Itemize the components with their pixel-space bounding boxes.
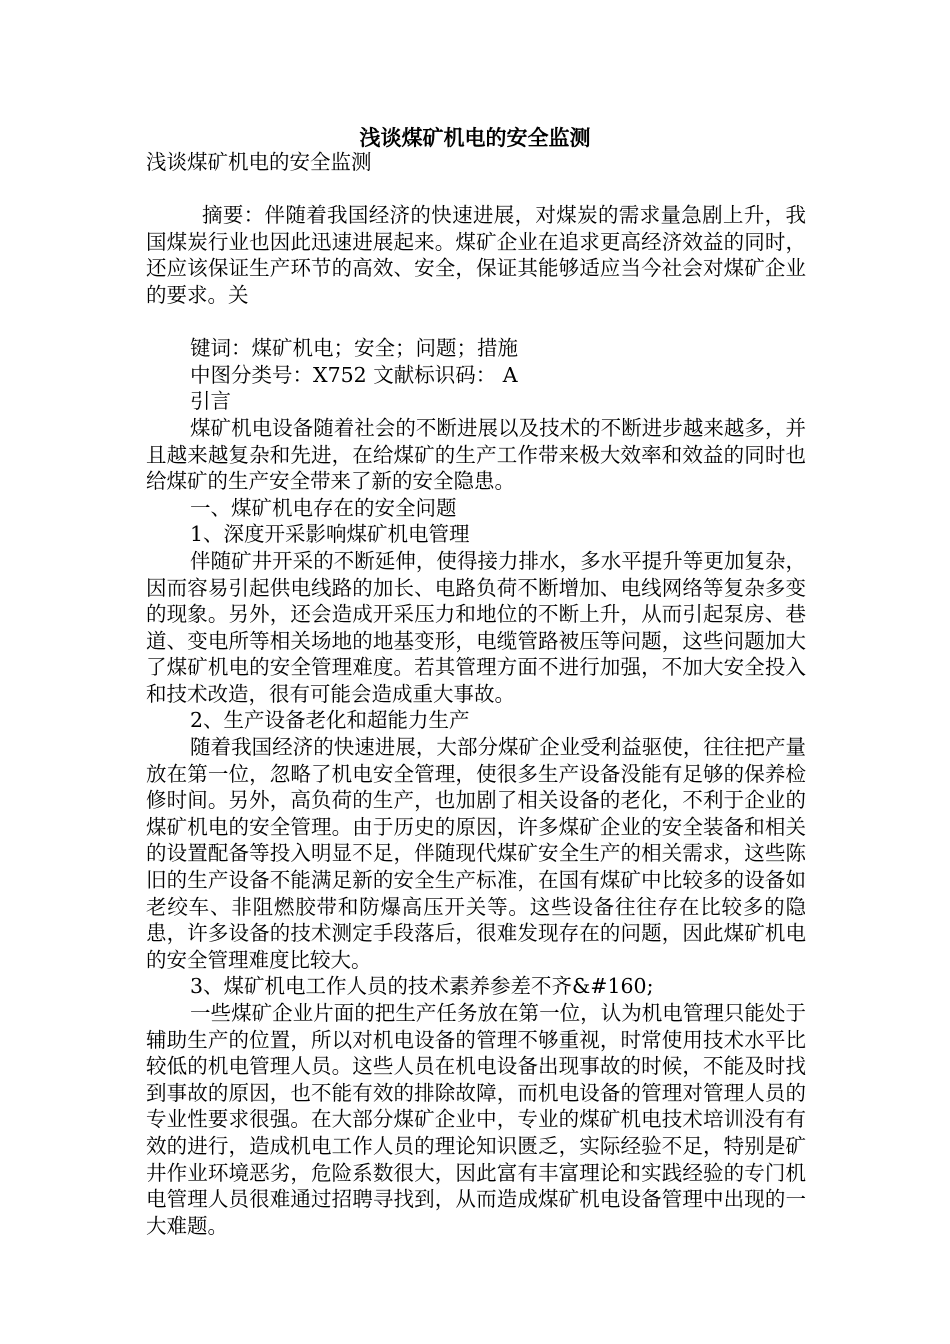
document-body — [146, 149, 806, 1239]
document-title: 浅谈煤矿机电的安全监测 — [359, 125, 591, 150]
intro-paragraph: 煤矿机电设备随着社会的不断进展以及技术的不断进步越来越多，并且越来越复杂和先进，在给煤矿的生产工作带来极大效率和效益的同时也给煤矿的生产安全带来了新的安全隐患。 — [146, 415, 806, 494]
keywords-line: 键词：煤矿机电；安全；问题；措施 — [190, 336, 518, 361]
section-heading: 一、煤矿机电存在的安全问题 — [190, 495, 457, 520]
subsection-heading-3: 3、煤矿机电工作人员的技术素养参差不齐&#160; — [190, 974, 654, 999]
subsection-heading-1: 1、深度开采影响煤矿机电管理 — [190, 522, 470, 547]
document-subtitle: 浅谈煤矿机电的安全监测 — [146, 150, 372, 174]
intro-heading: 引言 — [190, 389, 231, 414]
blank-line — [146, 309, 806, 336]
classification-line: 中图分类号：X752 文献标识码： A — [190, 362, 518, 387]
abstract-paragraph: 摘要：伴随着我国经济的快速进展，对煤炭的需求量急剧上升，我国煤炭行业也因此迅速进展起来。煤矿企业在追求更高经济效益的同时，还应该保证生产环节的高效、安全，保证其能够适应当今社会对煤矿企业的要求。关 — [146, 203, 806, 307]
subsection-paragraph-1: 伴随矿井开采的不断延伸，使得接力排水，多水平提升等更加复杂，因而容易引起供电线路的加长、电路负荷不断增加、电线网络等复杂多变的现象。另外，还会造成开采压力和地位的不断上升，从而引起泵房、巷道、变电所等相关场地的地基变形，电缆管路被压等问题，这些问题加大了煤矿机电的安全管理难度。若其管理方面不进行加强，不加大安全投入和技术改造，很有可能会造成重大事故。 — [146, 548, 806, 706]
subsection-paragraph-3: 一些煤矿企业片面的把生产任务放在第一位，认为机电管理只能处于辅助生产的位置，所以对机电设备的管理不够重视，时常使用技术水平比较低的机电管理人员。这些人员在机电设备出现事故的时候，不能及时找到事故的原因，也不能有效的排除故障，而机电设备的管理对管理人员的专业性要求很强。在大部分煤矿企业中，专业的煤矿机电技术培训没有有效的进行，造成机电工作人员的理论知识匮乏，实际经验不足，特别是矿井作业环境恶劣，危险系数很大，因此富有丰富理论和实践经验的专门机电管理人员很难通过招聘寻找到，从而造成煤矿机电设备管理中出现的一大难题。 — [146, 1001, 806, 1238]
subsection-heading-2: 2、生产设备老化和超能力生产 — [190, 708, 470, 733]
subsection-paragraph-2: 随着我国经济的快速进展，大部分煤矿企业受利益驱使，往往把产量放在第一位，忽略了机电安全管理，使很多生产设备没能有足够的保养检修时间。另外，高负荷的生产，也加剧了相关设备的老化，不利于企业的煤矿机电的安全管理。由于历史的原因，许多煤矿企业的安全装备和相关的设置配备等投入明显不足，伴随现代煤矿安全生产的相关需求，这些陈旧的生产设备不能满足新的安全生产标准，在国有煤矿中比较多的设备如老绞车、非阻燃胶带和防爆高压开关等。这些设备往往存在比较多的隐患，许多设备的技术测定手段落后，很难发现存在的问题，因此煤矿机电的安全管理难度比较大。 — [146, 735, 806, 972]
blank-line — [146, 176, 806, 203]
